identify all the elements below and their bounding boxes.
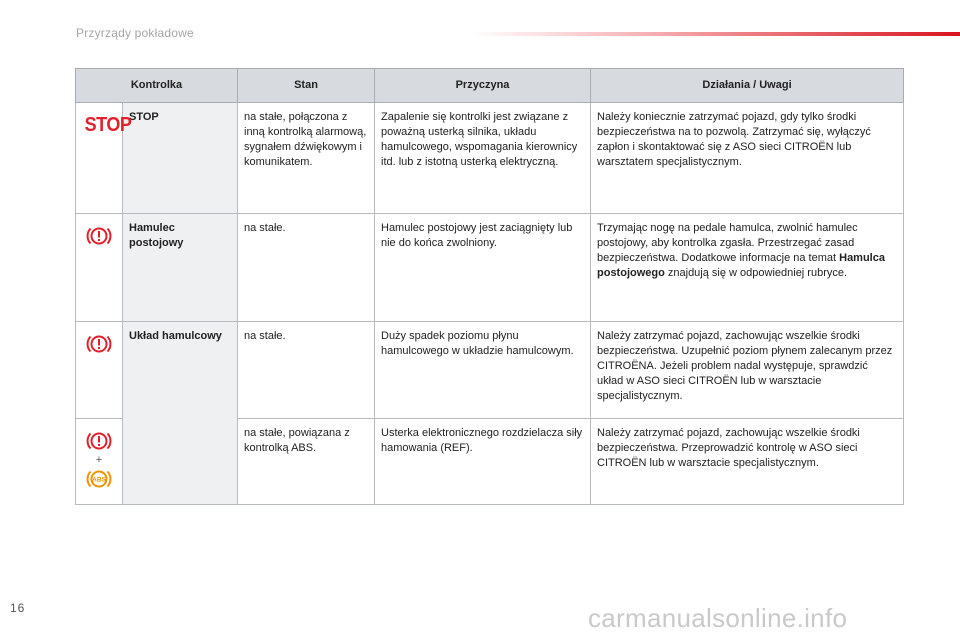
table-row	[76, 214, 904, 322]
brake-warning-icon	[84, 429, 114, 453]
light-name: STOP	[123, 103, 238, 214]
table-row	[76, 103, 904, 214]
stop-icon: STOP	[84, 114, 132, 136]
action-text: Trzymając nogę na pedale hamulca, zwolnić hamulec postojowy, aby kontrolka zgasła. Przestrzegać zasad bezpieczeństwa. Dodatkowe informacje na temat	[597, 222, 858, 264]
brake-warning-icon	[84, 224, 114, 248]
header-przyczyna: Przyczyna	[375, 69, 591, 103]
state-cell: na stałe, połączona z inną kontrolką alarmową, sygnałem dźwiękowym i komunikatem.	[238, 103, 375, 214]
state-cell: na stałe, powiązana z kontrolką ABS.	[238, 419, 375, 505]
header-dzialania: Działania / Uwagi	[591, 69, 904, 103]
action-cell: Należy zatrzymać pojazd, zachowując wszelkie środki bezpieczeństwa. Przeprowadzić kontrolę w ASO sieci CITROËN lub w warsztacie specjalistycznym.	[591, 419, 904, 505]
page-number: 16	[10, 601, 26, 615]
brake-warning-icon	[84, 332, 114, 356]
light-name: Układ hamulcowy	[123, 322, 238, 505]
header-kontrolka: Kontrolka	[76, 69, 238, 103]
header-stan: Stan	[238, 69, 375, 103]
action-cell	[591, 214, 904, 322]
plus-sign: +	[95, 454, 103, 466]
icon-cell	[76, 214, 123, 322]
table-row	[76, 322, 904, 419]
cause-cell: Zapalenie się kontrolki jest związane z poważną usterką silnika, układu hamulcowego, wspomagania kierownicy itd. lub z istotną usterką elektryczną.	[375, 103, 591, 214]
header-accent-bar	[470, 32, 960, 36]
action-text: znajdują się w odpowiedniej rubryce.	[664, 267, 848, 279]
warning-lights-table	[75, 68, 904, 505]
light-name: Hamulec postojowy	[123, 214, 238, 322]
action-cell: Należy zatrzymać pojazd, zachowując wszelkie środki bezpieczeństwa. Uzupełnić poziom płynem zalecanym przez CITROËNA. Jeżeli problem nadal występuje, sprawdzić układ w ASO sieci CITROËN lub w warsztacie specjalistycznym.	[591, 322, 904, 419]
icon-cell	[76, 419, 123, 505]
cause-cell: Usterka elektronicznego rozdzielacza siły hamowania (REF).	[375, 419, 591, 505]
icon-cell	[76, 322, 123, 419]
icon-cell	[76, 103, 132, 214]
abs-icon	[84, 467, 114, 491]
cause-cell: Hamulec postojowy jest zaciągnięty lub nie do końca zwolniony.	[375, 214, 591, 322]
state-cell: na stałe.	[238, 322, 375, 419]
state-cell: na stałe.	[238, 214, 375, 322]
abs-icon-label: ABS	[92, 476, 106, 484]
page-header-title: Przyrządy pokładowe	[76, 26, 194, 40]
action-cell: Należy koniecznie zatrzymać pojazd, gdy tylko środki bezpieczeństwa na to pozwolą. Zatrzymać się, wyłączyć zapłon i skontaktować się z ASO sieci CITROËN lub warsztatem specjalistycznym.	[591, 103, 904, 214]
cause-cell: Duży spadek poziomu płynu hamulcowego w układzie hamulcowym.	[375, 322, 591, 419]
watermark: carmanualsonline.info	[588, 603, 848, 633]
table-header-row	[76, 69, 904, 103]
action-text-bold: Hamulca postojowego	[597, 252, 885, 279]
